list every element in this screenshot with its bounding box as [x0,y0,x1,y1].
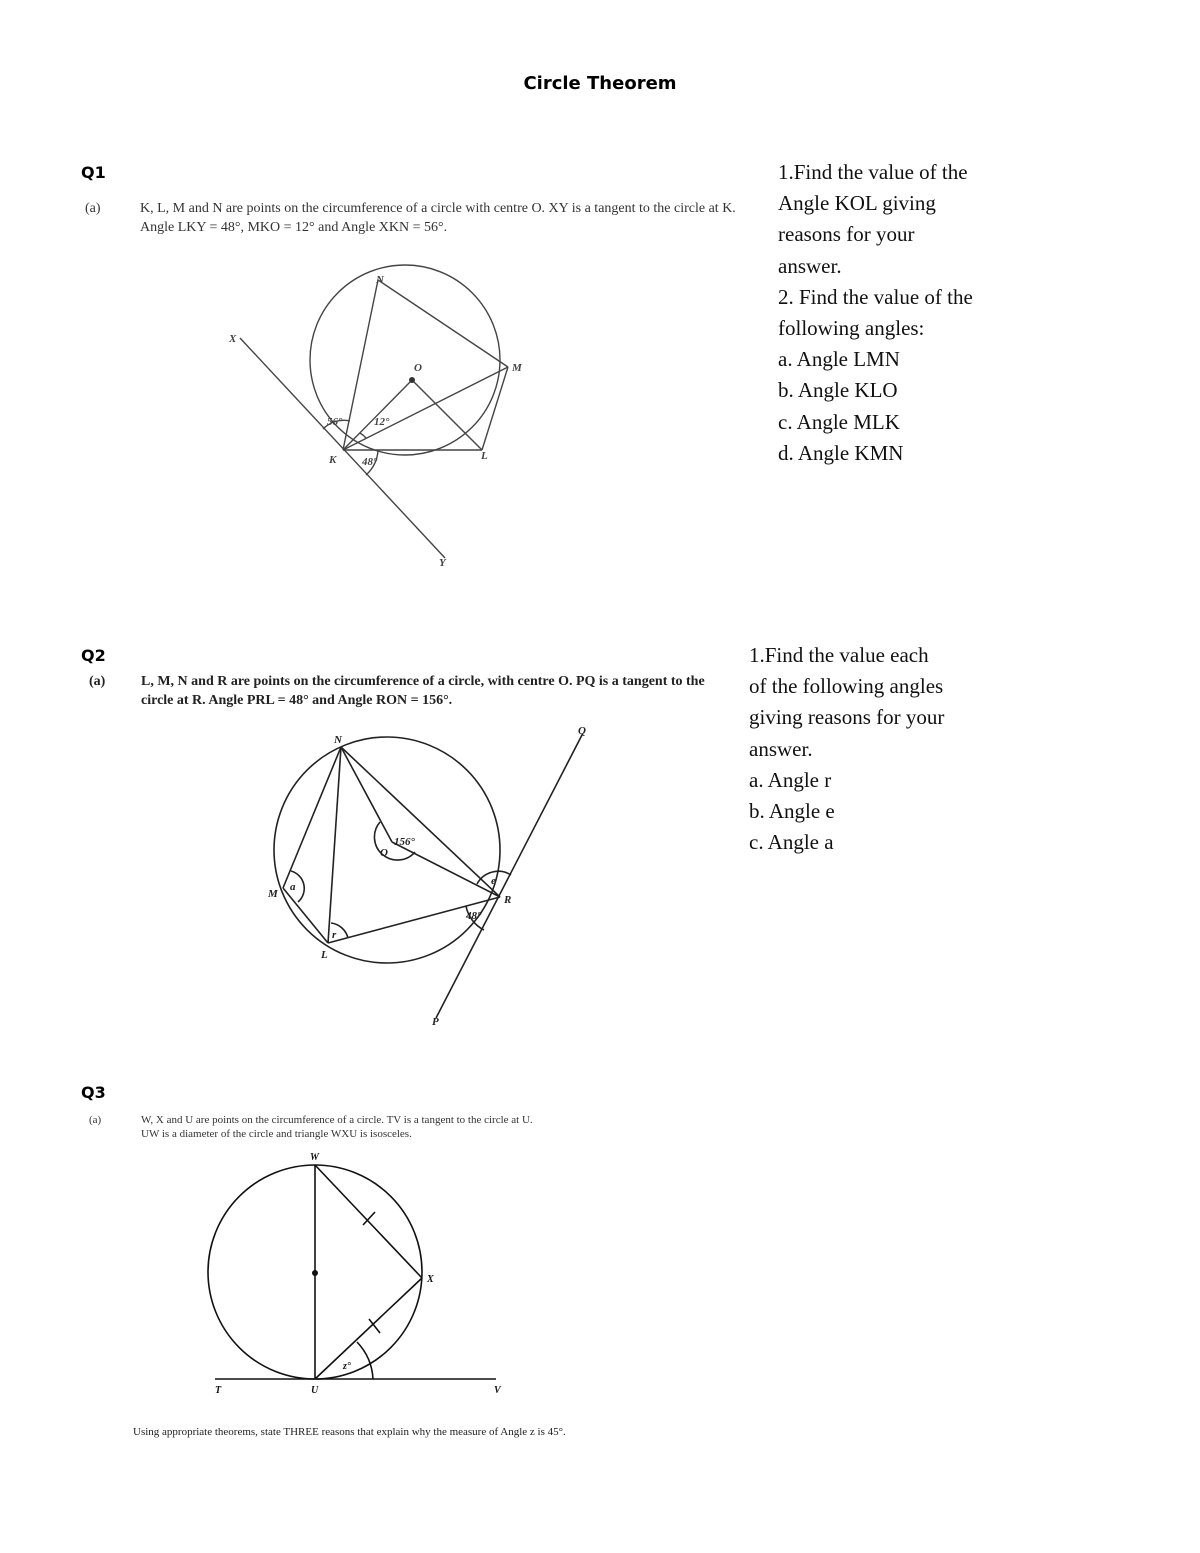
q1-question-line: answer. [778,253,842,278]
q2-angle-e: e [491,875,496,887]
q3-label-x: X [427,1274,434,1285]
q1-angle-12: 12° [374,416,390,428]
q1-question-line: d. Angle KMN [778,440,904,465]
q3-label-t: T [215,1385,222,1396]
q1-prompt-text: K, L, M and N are points on the circumference of a circle with centre O. XY is a tangent to the circle at K. Angle LKY = 48°, MKO = 12° and Angle XKN = 56°. [140,201,736,235]
q2-part-label: (a) [89,674,106,689]
q1-angle-48: 48° [362,456,378,468]
q2-prompt-text: L, M, N and R are points on the circumference of a circle, with centre O. PQ is a tangent to the circle at R. Angle PRL = 48° and Angle RON = 156°. [141,674,705,708]
q3-angle-z: z° [343,1361,351,1372]
q1-question-line: Angle KOL giving [778,191,936,216]
q2-label-o: O [380,847,388,859]
q1-question-line: c. Angle MLK [778,409,900,434]
q1-angle-56: 56° [327,416,343,428]
q1-heading: Q1 [81,163,106,182]
q3-label-v: V [494,1385,501,1396]
q3-prompt-line: W, X and U are points on the circumference of a circle. TV is a tangent to the circle at U. [141,1114,533,1126]
q2-question-line: answer. [749,736,813,761]
q1-label-m: M [512,362,522,374]
q3-arc-z [357,1342,373,1379]
q2-question-line: c. Angle a [749,830,834,855]
q2-question-line: b. Angle e [749,799,835,824]
q2-question-line: of the following angles [749,674,944,699]
q2-question-line: 1.Find the value each [749,643,929,667]
q3-part-label: (a) [89,1114,102,1126]
q2-label-m: M [268,888,278,900]
q3-chord-wx [315,1165,422,1278]
q1-label-o: O [414,362,422,374]
q1-label-x: X [229,333,237,345]
q1-label-l: L [481,450,488,462]
q2-heading: Q2 [81,646,106,665]
q2-label-n: N [334,734,342,746]
q3-label-w: W [310,1152,319,1163]
q2-question-line: a. Angle r [749,767,832,792]
q1-question-line: a. Angle LMN [778,347,900,372]
q2-angle-a: a [290,881,296,893]
q2-label-l: L [321,949,328,961]
q1-label-y: Y [439,557,446,569]
q1-question-line: reasons for your [778,222,915,247]
q1-label-k: K [329,454,337,466]
q3-prompt-line: UW is a diameter of the circle and triangle WXU is isosceles. [141,1128,412,1140]
q3-label-u: U [311,1385,319,1396]
q3-heading: Q3 [81,1083,106,1102]
page-title: Circle Theorem [523,73,677,94]
q3-note: Using appropriate theorems, state THREE reasons that explain why the measure of Angle z is 45°. [133,1426,566,1438]
q2-label-r: R [504,894,512,906]
q2-angle-r: r [332,929,337,941]
q1-question-line: 2. Find the value of the [778,284,973,309]
q2-angle-156: 156° [394,836,415,848]
q2-angle-48: 48° [466,910,482,922]
q1-question-line: b. Angle KLO [778,378,898,403]
q1-question-line: 1.Find the value of the [778,160,968,184]
q1-question-line: following angles: [778,316,925,341]
q2-label-p: P [432,1016,439,1028]
q3-centre-dot [312,1270,318,1276]
q2-question-line: giving reasons for your [749,705,945,730]
q2-label-q: Q [578,725,586,737]
q1-label-n: N [376,274,384,286]
q1-part-label: (a) [85,201,101,216]
